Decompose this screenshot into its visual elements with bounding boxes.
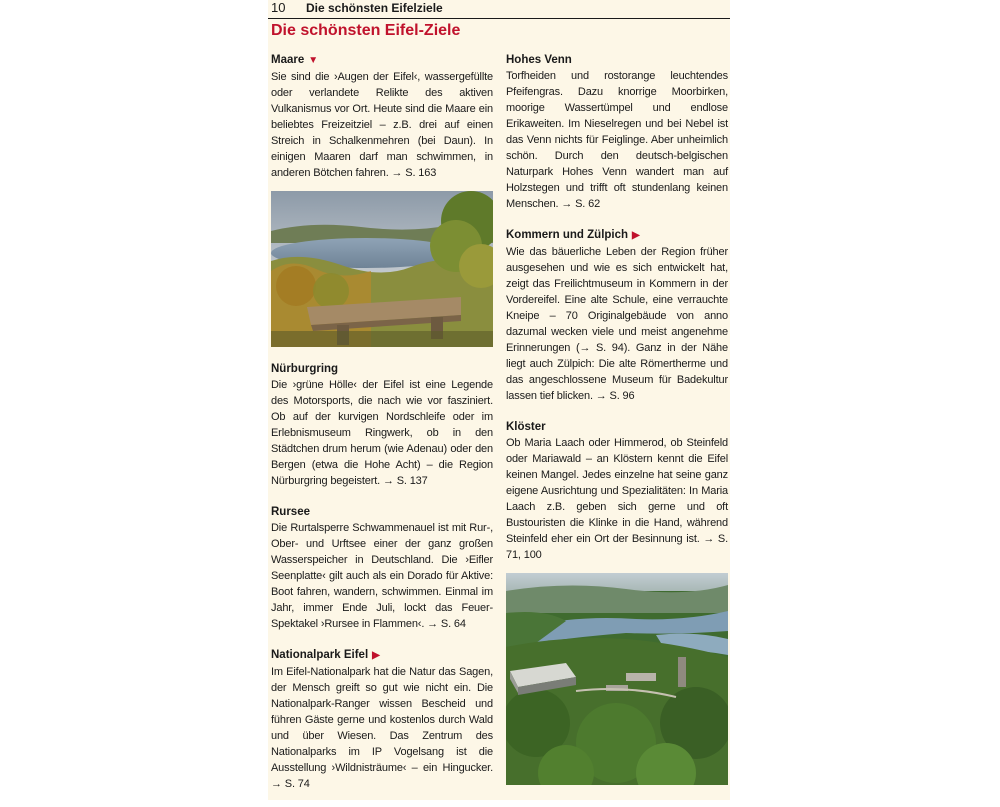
section-heading: Hohes Venn [506, 54, 572, 66]
right-column [506, 52, 728, 799]
section-hohes-venn [506, 52, 728, 212]
section-maare [271, 52, 493, 181]
maar-lake-photo [271, 191, 493, 347]
page-number: 10 [271, 0, 286, 15]
section-rursee [271, 504, 493, 632]
section-heading: Nürburgring [271, 363, 339, 375]
aerial-valley-photo [506, 573, 728, 785]
section-heading: Rursee [271, 506, 310, 518]
section-body: Ob Maria Laach oder Himmerod, ob Steinfeld oder Mariawald – an Klöstern kennt die Eifel keinen Mangel. Jedes einzelne hat seine ganz eigene Ausrichtung und Spezialitäten: In Maria Laach z.B. geben sich gerne und oft Bustouristen die Klinke in die Hand, während Steinfeld eher ein Ort der Besinnung ist. → S. 71, 100 [506, 437, 728, 561]
section-heading: Klöster [506, 421, 546, 433]
book-page [268, 0, 730, 800]
section-body: Wie das bäuerliche Leben der Region früher ausgesehen und wie es sich entwickelt hat, zeigt das Freilichtmuseum in Kommern in der Vordereifel. Eine alte Schule, eine verrauchte Kneipe – 70 Originalgebäude von anno dazumal wecken viele und meist angenehme Erinnerungen (→ S. 94). Ganz in der Nähe liegt auch Zülpich: Die alte Römertherme und das angeschlossene Museum für Badekultur lassen tief blicken. → S. 96 [506, 246, 728, 402]
right-arrow-icon: ▶ [632, 230, 640, 241]
running-header [268, 0, 730, 19]
page-title: Die schönsten Eifel-Ziele [271, 22, 461, 39]
section-body: Die ›grüne Hölle‹ der Eifel ist eine Legende des Motorsports, die nach wie vor fasziniert. Ob auf der kurvigen Nordschleife oder im Erlebnismuseum Ringwerk, ob in den Städtchen drum herum (wie Adenau) oder den Bergen (etwa die Hohe Acht) – die Region Nürburgring begeistert. → S. 137 [271, 379, 493, 487]
section-kloester [506, 419, 728, 563]
section-heading: Kommern und Zülpich ▶ [506, 229, 640, 241]
section-kommern-zuelpich [506, 227, 728, 404]
section-nuerburgring [271, 361, 493, 489]
section-nationalpark [271, 647, 493, 792]
section-heading: Maare ▼ [271, 54, 319, 66]
right-arrow-icon: ▶ [372, 650, 380, 661]
section-body: Torfheiden und rostorange leuchtendes Pfeifengras. Dazu knorrige Moorbirken, moorige Wassertümpel und endlose Erikaweiten. Im Nieselregen und bei Nebel ist das Venn nichts für Feiglinge. Aber unheimlich schön. Durch den deutsch-belgischen Naturpark Hohes Venn wandert man auf Holzstegen und trifft oft stundenlang keinen Menschen. → S. 62 [506, 70, 728, 210]
left-column [271, 52, 493, 807]
section-body: Die Rurtalsperre Schwammenauel ist mit Rur-, Ober- und Urftsee einer der ganz großen Wasserspeicher in Deutschland. Die ›Eifler Seenplatte‹ gilt auch als ein Dorado für Aktive: Boot fahren, wandern, schwimmen. Einmal im Jahr, immer Ende Juli, lockt das Feuer-Spektakel ›Rursee in Flammen‹. → S. 64 [271, 522, 493, 630]
section-heading: Nationalpark Eifel ▶ [271, 649, 380, 661]
down-arrow-icon: ▼ [308, 55, 319, 66]
running-title: Die schönsten Eifelziele [306, 1, 443, 15]
section-body: Sie sind die ›Augen der Eifel‹, wassergefüllte oder verlandete Relikte des aktiven Vulkanismus vor Ort. Heute sind die Maare ein beliebtes Freizeitziel – z.B. drei auf einen Streich in Schalkenmehren (bei Daun). In einigen Maaren darf man schwimmen, in anderen Bötchen fahren. → S. 163 [271, 71, 493, 179]
section-body: Im Eifel-Nationalpark hat die Natur das Sagen, der Mensch greift so gut wie nicht ein. Die Nationalpark-Ranger wissen Bescheid und führen Gäste gerne und kostenlos durch Wald und über Wiesen. Das Zentrum des Nationalparks im IP Vogelsang ist die Ausstellung ›Wildnisträume‹ – ein Hingucker. → S. 74 [271, 666, 493, 790]
